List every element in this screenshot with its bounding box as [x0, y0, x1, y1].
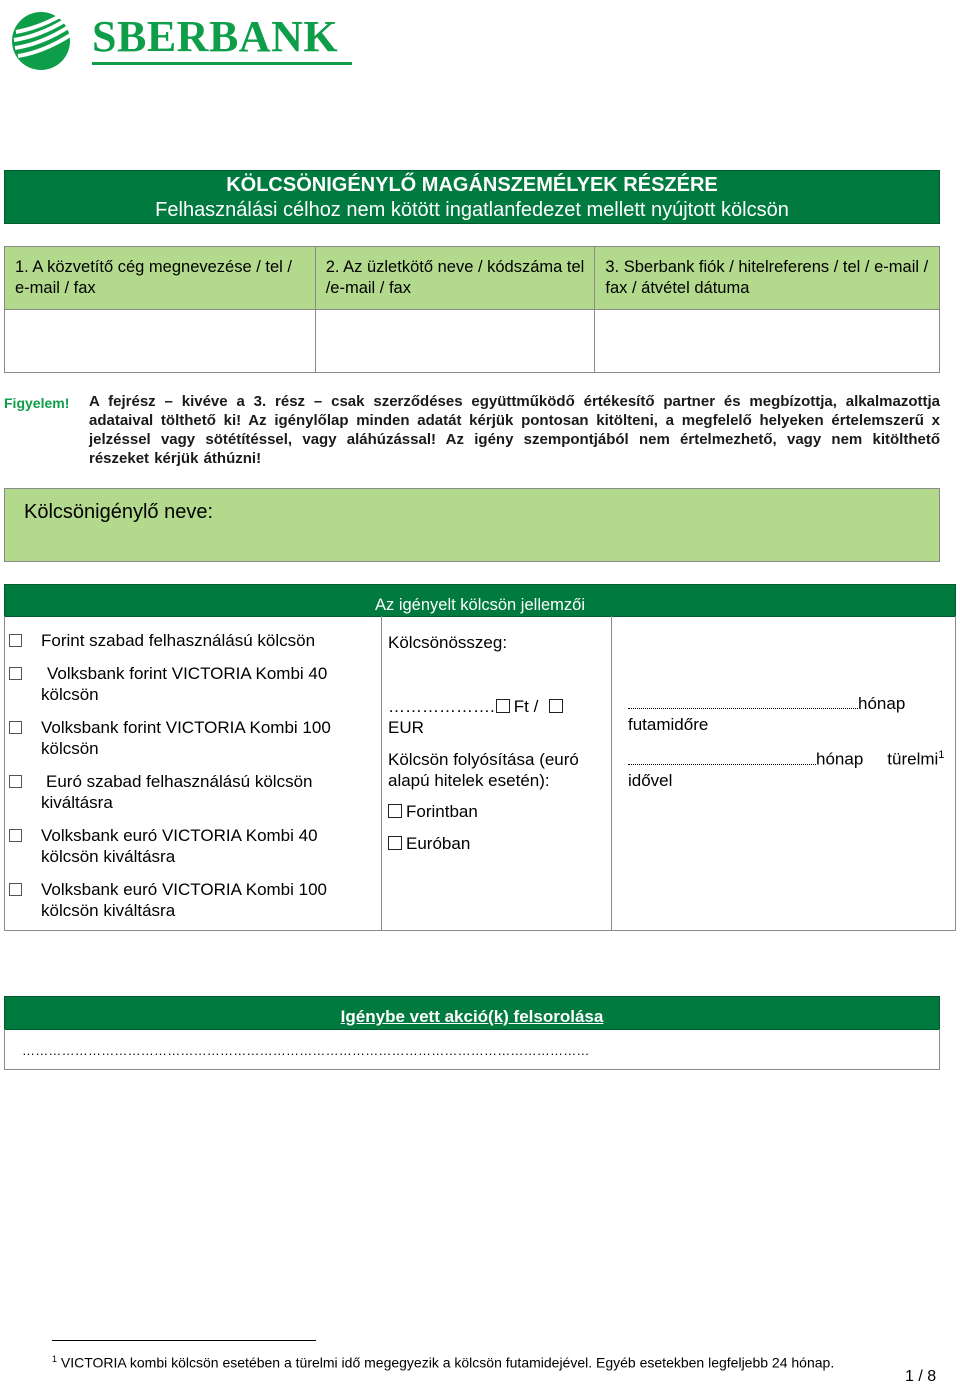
checkbox-icon[interactable] [496, 699, 510, 713]
checkbox-icon[interactable] [9, 883, 22, 896]
loan-type-option[interactable]: Forint szabad felhasználású kölcsön [41, 630, 315, 651]
column-divider [611, 616, 612, 930]
footnote [52, 1350, 834, 1372]
footnote-separator [52, 1340, 316, 1341]
disbursement-option-huf[interactable]: Forintban [388, 801, 478, 822]
term-field[interactable]: hónap futamidőre [628, 694, 906, 734]
footnote-marker: 1 [52, 1354, 58, 1364]
applicant-name-field[interactable] [4, 488, 940, 562]
actions-heading [4, 996, 940, 1030]
checkbox-icon[interactable] [388, 804, 402, 818]
header-col-branch: 3. Sberbank fiók / hitelreferens / tel / e-mail / fax / átvétel dátuma [595, 247, 940, 310]
loan-features-title: Az igényelt kölcsön jellemzői [374, 596, 585, 614]
checkbox-icon[interactable] [9, 667, 22, 680]
checkbox-icon[interactable] [549, 699, 563, 713]
logo-text: SBERBANK [92, 12, 339, 61]
checkbox-icon[interactable] [388, 836, 402, 850]
notice-label: Figyelem! [4, 395, 70, 411]
field-branch[interactable] [595, 310, 940, 373]
footnote-text: VICTORIA kombi kölcsön esetében a türelmi idő megegyezik a kölcsön futamidejével. Egyéb esetekben legfeljebb 24 hónap. [60, 1354, 835, 1371]
checkbox-icon[interactable] [9, 775, 22, 788]
amount-field[interactable]: ………………. Ft / EUR [388, 696, 608, 738]
header-col-agent: 2. Az üzletkötő neve / kódszáma tel /e-mail / fax [315, 247, 595, 310]
notice-text: A fejrész – kivéve a 3. rész – csak szerződéses együttműködő értékesítő partner és megbízottja, alkalmazottja adataival tölthető ki! Az igénylőlap minden adatát kérjük pontosan kitölteni, a megfelelő helyeken értelemszerű x jelzéssel vagy sötétítéssel, vagy aláhúzással! Az igény szempontjából nem értelmezhető, vagy nem kitölthető részeket kérjük áthúzni! [89, 393, 940, 467]
intermediary-header-table [4, 246, 940, 373]
form-title-banner [4, 170, 940, 224]
checkbox-icon[interactable] [9, 829, 22, 842]
amount-label: Kölcsönösszeg: [388, 633, 508, 652]
loan-type-option[interactable]: Volksbank forint VICTORIA Kombi 40 kölcsön [41, 663, 327, 705]
loan-type-option[interactable]: Volksbank euró VICTORIA Kombi 40 kölcsön kiváltásra [41, 825, 318, 867]
sberbank-logo-icon [8, 6, 78, 72]
grace-period-field[interactable]: hónap türelmi$^1$ idővel [628, 749, 945, 790]
footnote-ref: 1 [938, 749, 945, 761]
sberbank-logo [8, 6, 348, 72]
loan-type-option[interactable]: Volksbank euró VICTORIA Kombi 100 kölcsön kiváltásra [41, 879, 327, 921]
form-subtitle: Felhasználási célhoz nem kötött ingatlanfedezet mellett nyújtott kölcsön [155, 199, 789, 221]
disbursement-label: Kölcsön folyósítása (euró alapú hitelek esetén): [388, 750, 579, 790]
form-title: KÖLCSÖNIGÉNYLŐ MAGÁNSZEMÉLYEK RÉSZÉRE [226, 174, 718, 196]
loan-features-panel [4, 616, 956, 931]
logo-underline [92, 62, 352, 65]
loan-features-heading [4, 584, 956, 617]
disbursement-option-eur[interactable]: Euróban [388, 833, 470, 854]
loan-type-option[interactable]: Volksbank forint VICTORIA Kombi 100 kölcsön [41, 717, 331, 759]
checkbox-icon[interactable] [9, 634, 22, 647]
checkbox-icon[interactable] [9, 721, 22, 734]
header-col-intermediary: 1. A közvetítő cég megnevezése / tel / e-mail / fax [5, 247, 316, 310]
column-divider [381, 616, 382, 930]
actions-title: Igénybe vett akció(k) felsorolása [340, 1007, 604, 1026]
field-intermediary[interactable] [5, 310, 316, 373]
applicant-name-label: Kölcsönigénylő neve: [24, 501, 214, 523]
loan-type-option[interactable]: Euró szabad felhasználású kölcsön kiváltásra [41, 771, 313, 813]
actions-dots: ………………………………………………………………………………………………………………… [22, 1043, 590, 1058]
actions-field[interactable] [4, 1029, 940, 1070]
field-agent[interactable] [315, 310, 595, 373]
page-number: 1 / 8 [905, 1368, 937, 1385]
